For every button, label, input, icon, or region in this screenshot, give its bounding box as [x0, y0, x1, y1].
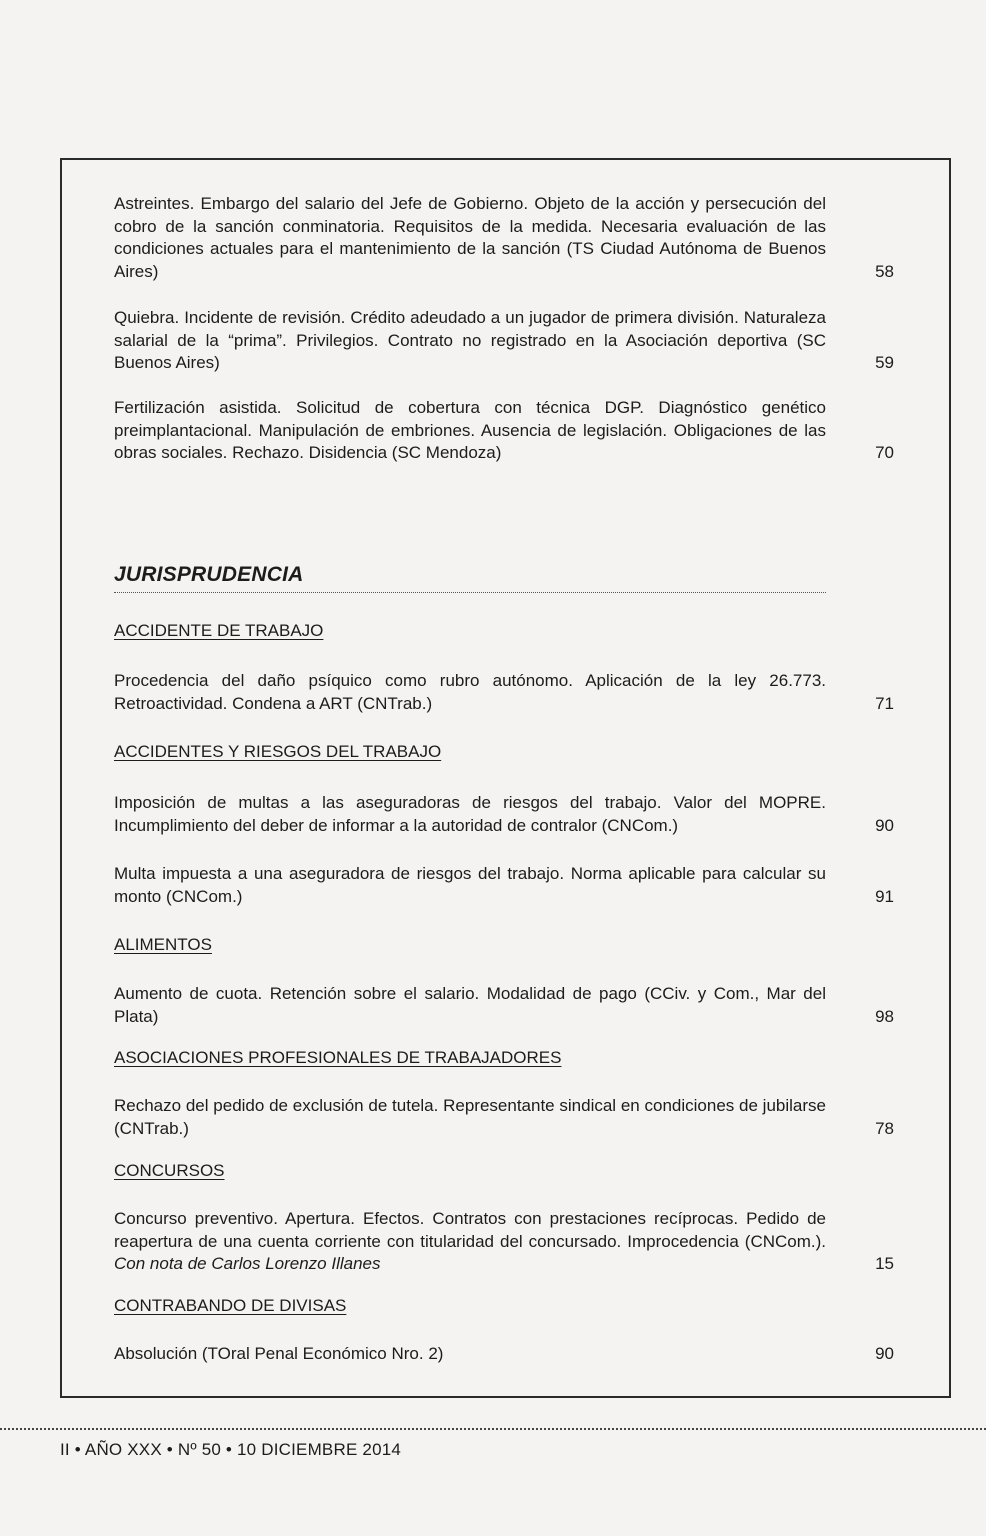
category-heading: ACCIDENTE DE TRABAJO — [114, 621, 324, 640]
index-entry — [114, 983, 894, 1028]
category-heading: CONCURSOS — [114, 1161, 225, 1180]
index-entry — [114, 670, 894, 715]
entry-page-number: 91 — [875, 886, 894, 906]
entry-page-number: 15 — [875, 1254, 894, 1273]
entry-page-number: 71 — [875, 693, 894, 713]
entry-text: Imposición de multas a las aseguradoras de riesgos del trabajo. Valor del MOPRE. Incumplimiento del deber de informar a la autoridad de contralor (CNCom.) — [114, 793, 826, 835]
category-heading: ACCIDENTES Y RIESGOS DEL TRABAJO — [114, 742, 442, 761]
index-entry — [114, 1208, 894, 1276]
entry-page-number: 78 — [875, 1118, 894, 1138]
section-title: JURISPRUDENCIA — [114, 563, 304, 586]
index-entry — [114, 863, 894, 908]
entry-text — [114, 1208, 826, 1276]
index-entry — [114, 1343, 894, 1366]
footer-divider — [0, 1428, 986, 1430]
entry-page-number: 98 — [875, 1006, 894, 1026]
entry-note: Con nota de Carlos Lorenzo Illanes — [114, 1254, 381, 1273]
index-entry — [114, 792, 894, 837]
entry-page-number: 59 — [875, 353, 894, 372]
entry-text: Multa impuesta a una aseguradora de riesgos del trabajo. Norma aplicable para calcular su monto (CNCom.) — [114, 864, 826, 906]
entry-text: Absolución (TOral Penal Económico Nro. 2) — [114, 1344, 444, 1363]
index-entry — [114, 397, 894, 465]
entry-page-number: 70 — [875, 443, 894, 462]
entry-text: Aumento de cuota. Retención sobre el salario. Modalidad de pago (CCiv. y Com., Mar del Plata) — [114, 984, 826, 1026]
entry-text: Fertilización asistida. Solicitud de cobertura con técnica DGP. Diagnóstico genético preimplantacional. Manipulación de embriones. Ausencia de legislación. Obligaciones de las obras sociales. Rechazo. Disidencia (SC Mendoza) — [114, 398, 826, 462]
page-footer: II • AÑO XXX • Nº 50 • 10 DICIEMBRE 2014 — [60, 1440, 402, 1459]
entry-page-number: 90 — [875, 1344, 894, 1363]
index-entry — [114, 307, 894, 375]
entry-main-text: Concurso preventivo. Apertura. Efectos. Contratos con prestaciones recíprocas. Pedido de reapertura de una cuenta corriente con titularidad del concursado. Improcedencia (CNCom.). — [114, 1209, 826, 1251]
entry-text: Astreintes. Embargo del salario del Jefe de Gobierno. Objeto de la acción y persecución del cobro de la sanción conminatoria. Requisitos de la medida. Necesaria evaluación de las condiciones actuales para el mantenimiento de la sanción (TS Ciudad Autónoma de Buenos Aires) — [114, 194, 826, 281]
category-heading: CONTRABANDO DE DIVISAS — [114, 1296, 347, 1315]
entry-page-number: 90 — [875, 815, 894, 835]
entry-text: Quiebra. Incidente de revisión. Crédito adeudado a un jugador de primera división. Naturaleza salarial de la “prima”. Privilegios. Contrato no registrado en la Asociación deportiva (SC Buenos Aires) — [114, 308, 826, 372]
index-entry — [114, 1095, 894, 1140]
category-heading: ALIMENTOS — [114, 935, 212, 954]
entry-text: Rechazo del pedido de exclusión de tutela. Representante sindical en condiciones de jubilarse (CNTrab.) — [114, 1096, 826, 1138]
entry-text: Procedencia del daño psíquico como rubro autónomo. Aplicación de la ley 26.773. Retroactividad. Condena a ART (CNTrab.) — [114, 671, 826, 713]
category-heading: ASOCIACIONES PROFESIONALES DE TRABAJADORES — [114, 1048, 562, 1067]
index-entry — [114, 193, 894, 283]
section-divider — [114, 592, 826, 593]
entry-page-number: 58 — [875, 261, 894, 281]
